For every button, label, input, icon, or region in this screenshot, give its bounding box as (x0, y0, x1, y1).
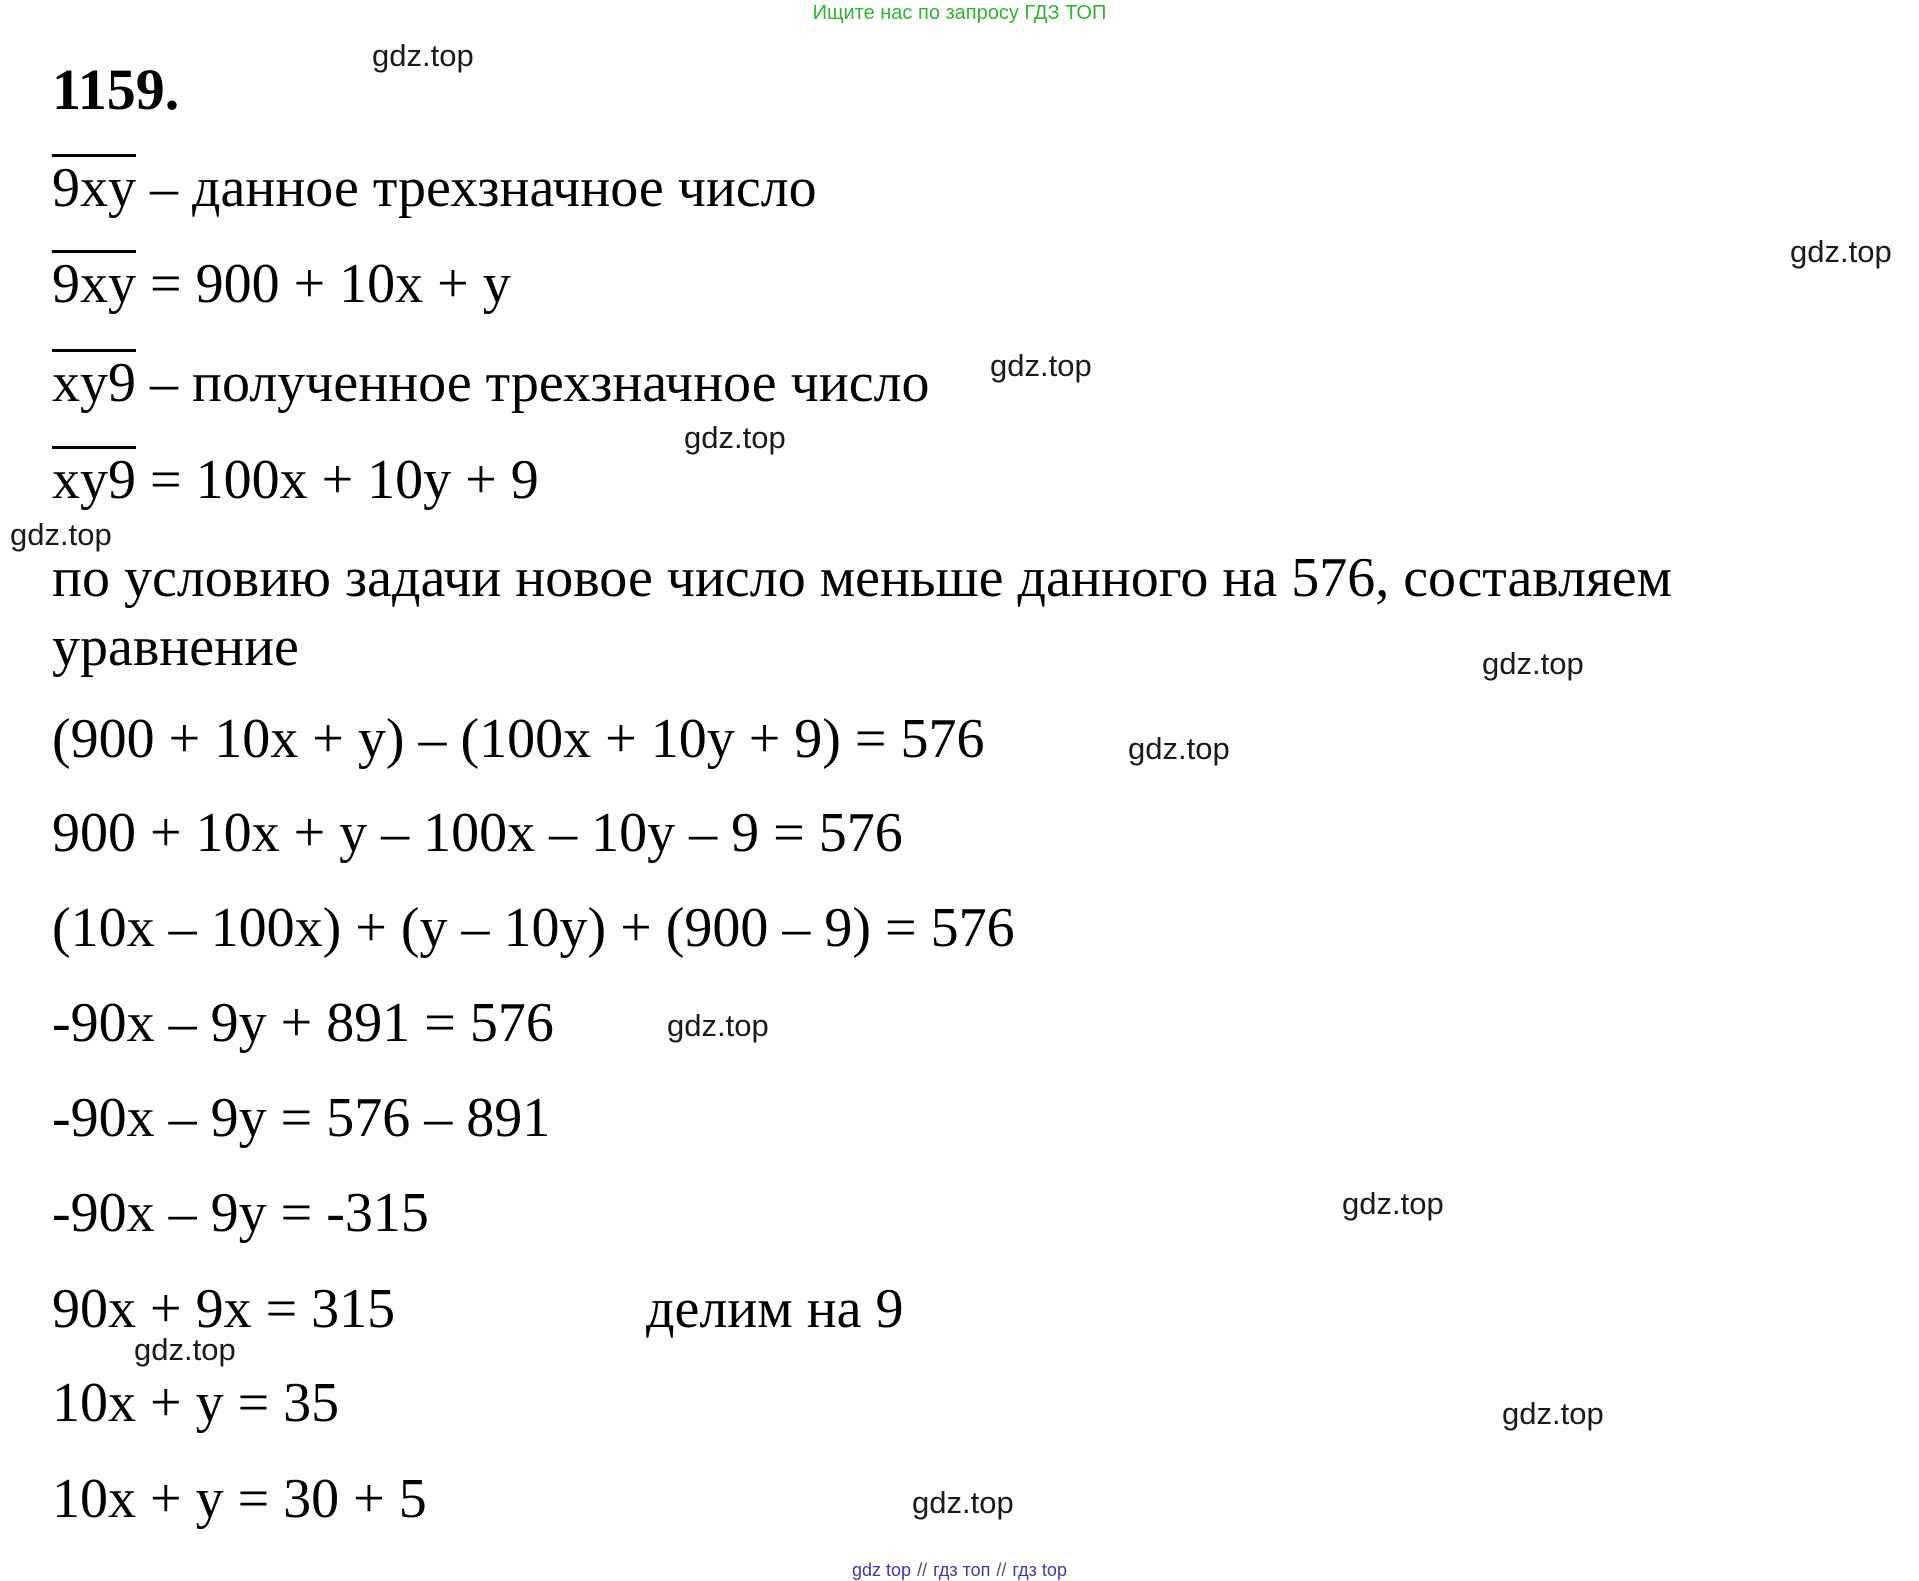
watermark: gdz.top (990, 348, 1092, 383)
watermark: gdz.top (372, 38, 474, 73)
number-overlined: xy9 (52, 352, 136, 414)
number-overlined: xy9 (52, 449, 136, 511)
solution-line-3 (52, 350, 930, 416)
solution-line-6: уравнение (52, 616, 299, 678)
number-overlined: 9xy (52, 157, 136, 219)
watermark: gdz.top (1482, 646, 1584, 681)
footer-link-gdz-top-ru[interactable]: гдз топ (933, 1560, 991, 1580)
number-overlined: 9xy (52, 253, 136, 315)
solution-line-9: (10x – 100x) + (y – 10y) + (900 – 9) = 576 (52, 897, 1015, 959)
top-banner: Ищите нас по запросу ГДЗ ТОП (812, 2, 1107, 24)
solution-line-15: 10x + y = 30 + 5 (52, 1468, 427, 1530)
solution-line-14: 10x + y = 35 (52, 1372, 340, 1434)
footer-link-gdz-top[interactable]: gdz top (852, 1560, 912, 1580)
watermark: gdz.top (912, 1485, 1014, 1520)
footer-links (0, 1560, 1919, 1581)
solution-line-13: 90x + 9x = 315 (52, 1278, 396, 1340)
line-text: = 900 + 10x + y (136, 253, 511, 315)
watermark: gdz.top (667, 1008, 769, 1043)
solution-line-10: -90x – 9y + 891 = 576 (52, 992, 554, 1054)
solution-line-8: 900 + 10x + y – 100x – 10y – 9 = 576 (52, 802, 903, 864)
watermark: gdz.top (1342, 1186, 1444, 1221)
solution-line-4 (52, 447, 539, 513)
watermark: gdz.top (134, 1332, 236, 1367)
solution-line-1 (52, 155, 817, 221)
line-text: – данное трехзначное число (136, 157, 817, 219)
watermark: gdz.top (1502, 1396, 1604, 1431)
watermark: gdz.top (684, 420, 786, 455)
watermark: gdz.top (1790, 234, 1892, 269)
solution-line-5: по условию задачи новое число меньше данного на 576, составляем (52, 547, 1673, 609)
line-text: = 100x + 10y + 9 (136, 449, 539, 511)
watermark: gdz.top (10, 517, 112, 552)
solution-line-12: -90x – 9y = -315 (52, 1182, 429, 1244)
footer-separator: // (917, 1560, 928, 1580)
solution-line-11: -90x – 9y = 576 – 891 (52, 1087, 551, 1149)
footer-link-gdz-top-mixed[interactable]: гдз top (1012, 1560, 1067, 1580)
division-note: делим на 9 (646, 1278, 904, 1340)
problem-number: 1159. (52, 57, 180, 122)
solution-line-2 (52, 251, 511, 317)
line-text: – полученное трехзначное число (136, 352, 930, 414)
footer-separator: // (996, 1560, 1007, 1580)
watermark: gdz.top (1128, 731, 1230, 766)
solution-line-7: (900 + 10x + y) – (100x + 10y + 9) = 576 (52, 708, 985, 770)
